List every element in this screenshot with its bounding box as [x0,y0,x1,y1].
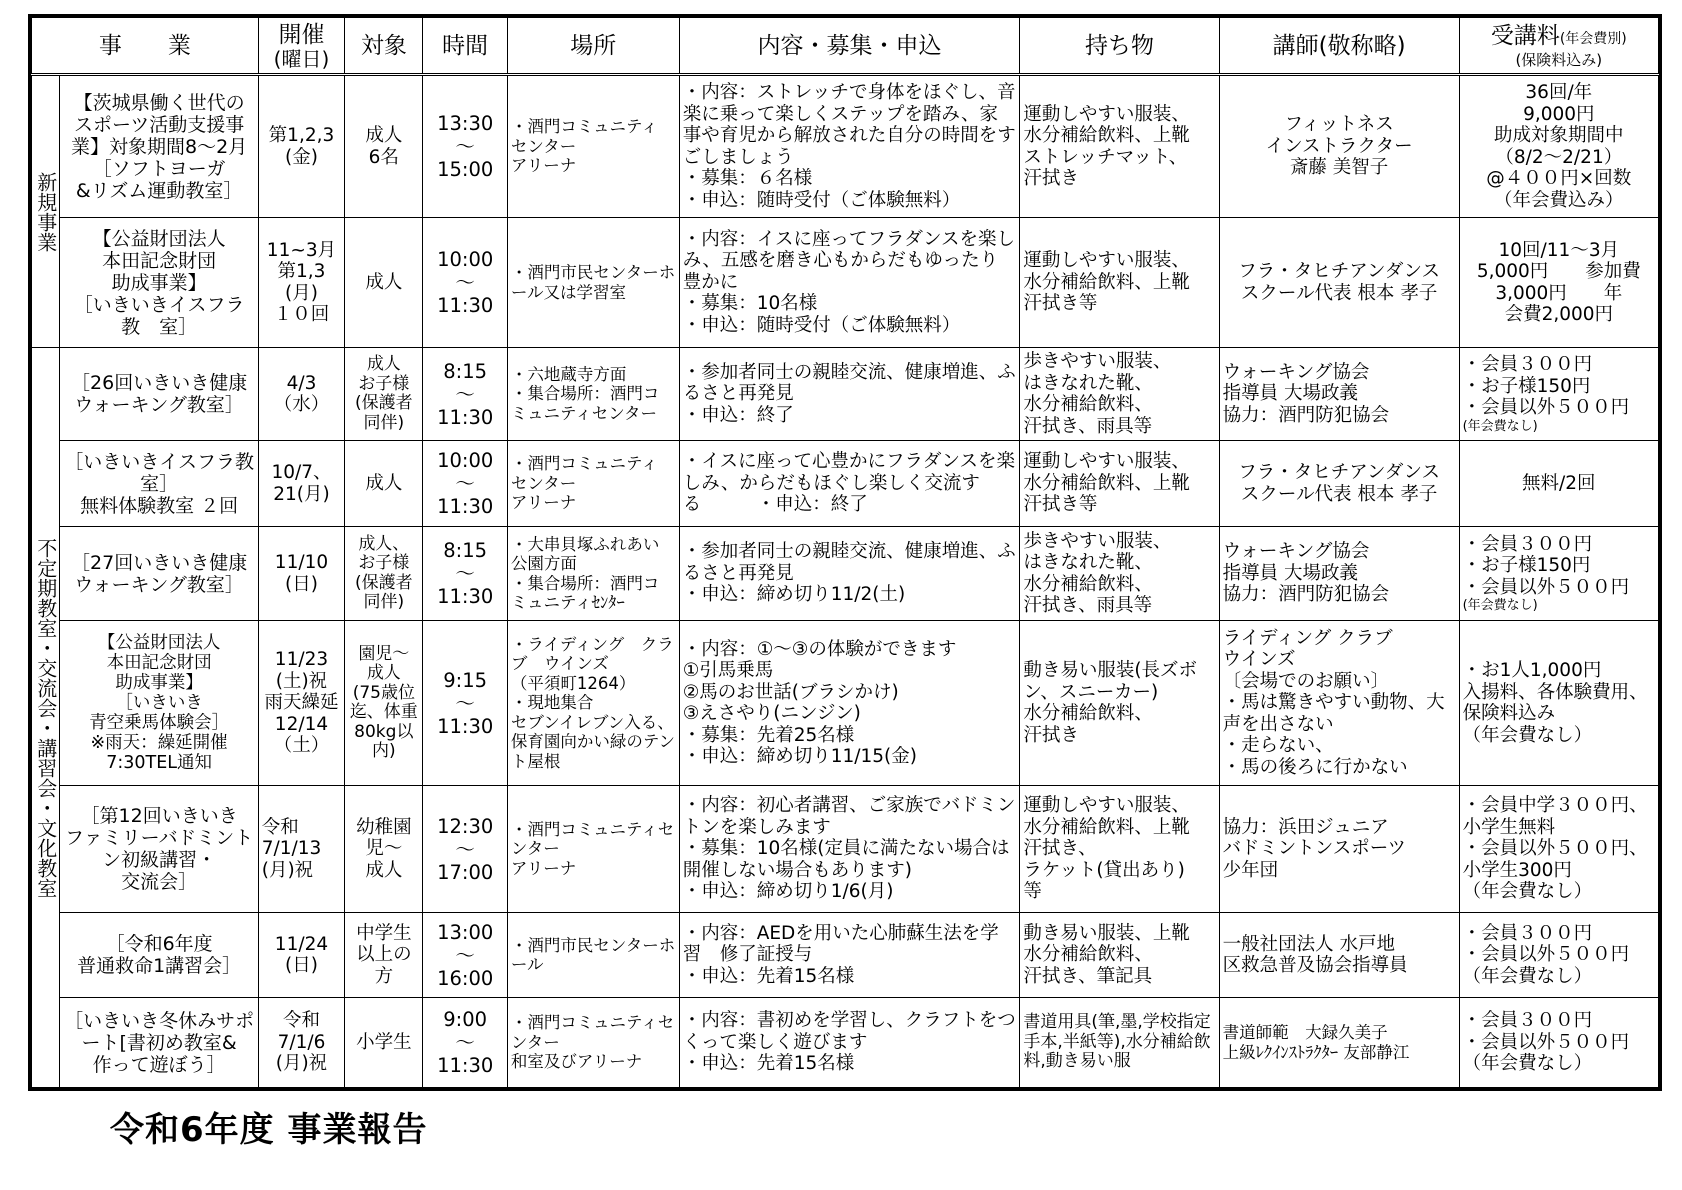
event-place: ・酒門市民センターホール [507,913,679,998]
event-fee: ・会員３００円 ・会員以外５００円 （年会費なし） [1459,913,1658,998]
event-time: 10:00 ～ 11:30 [423,441,507,527]
event-content: ・内容：書初めを学習し、クラフトをつくって楽しく遊びます ・申込：先着15名様 [679,998,1020,1088]
event-items: 運動しやすい服装、 水分補給飲料、上靴 汗拭き等 [1020,441,1219,527]
event-date: 令和 7/1/13 (月)祝 [258,786,344,913]
event-date: 第1,2,3 (金) [258,75,344,218]
event-content: ・内容：ストレッチで身体をほぐし、音楽に乗って楽しくステップを踏み、家事や育児から解放された自分の時間をすごしましょう ・募集：６名様 ・申込：随時受付（ご体験無料） [679,75,1020,218]
table-row [32,913,1659,998]
header-date [258,18,344,75]
event-date: 令和 7/1/6 (月)祝 [258,998,344,1088]
event-items: 運動しやすい服装、 水分補給飲料、上靴 ストレッチマット、 汗拭き [1020,75,1219,218]
table-row [32,786,1659,913]
event-content: ・内容：イスに座ってフラダンスを楽しみ、五感を磨き心もからだもゆったり豊かに ・募集：10名様 ・申込：随時受付（ご体験無料） [679,218,1020,348]
event-instructor: フラ・タヒチアンダンス スクール代表 根本 孝子 [1219,218,1459,348]
event-instructor: フィットネス インストラクター 斎藤 美智子 [1219,75,1459,218]
header-fee-note2: (保険料込み) [1515,50,1603,69]
event-fee: ・会員中学３００円、小学生無料 ・会員以外５００円、小学生300円 （年会費なし） [1459,786,1658,913]
event-target: 園児～ 成人 (75歳位迄、体重80kg以内) [345,621,423,786]
event-fee: ・会員３００円 ・会員以外５００円 （年会費なし） [1459,998,1658,1088]
event-date: 11/10 (日) [258,527,344,621]
event-name: 【公益財団法人 本田記念財団 助成事業】 ［いきいきイスフラ 教 室］ [60,218,258,348]
event-content: ・参加者同士の親睦交流、健康増進、ふるさと再発見 ・申込：締め切り11/2(土) [679,527,1020,621]
header-fee [1459,18,1658,75]
header-target: 対象 [345,18,423,75]
event-date: 11~3月 第1,3 (月) １０回 [258,218,344,348]
category-new [32,75,60,348]
table-row [32,348,1659,441]
event-instructor: フラ・タヒチアンダンス スクール代表 根本 孝子 [1219,441,1459,527]
event-fee-text: ・会員３００円 ・お子様150円 ・会員以外５００円 [1462,354,1630,419]
page-title: 令和6年度 事業報告 [110,1110,428,1150]
header-date-sub: (曜日) [273,46,330,71]
event-name: 【公益財団法人 本田記念財団 助成事業】 ［いきいき 青空乗馬体験会］ ※雨天：繰延開催 7:30TEL通知 [60,621,258,786]
event-items: 歩きやすい服装、 はきなれた靴、 水分補給飲料、 汗拭き、雨具等 [1020,348,1219,441]
table-row [32,527,1659,621]
event-place: ・酒門コミュニティ センター アリーナ [507,75,679,218]
event-name: ［27回いきいき健康 ウォーキング教室］ [60,527,258,621]
event-instructor: ライディング クラブ ウインズ 〔会場でのお願い〕 ・馬は驚きやすい動物、大声を出さない ・走らない、 ・馬の後ろに行かない [1219,621,1459,786]
event-fee-note: (年会費なし) [1462,418,1538,434]
event-items: 書道用具(筆,墨,学校指定手本,半紙等),水分補給飲料,動き易い服 [1020,998,1219,1088]
event-fee: 36回/年 9,000円 助成対象期間中 （8/2～2/21） @４００円×回数 （年会費込み） [1459,75,1658,218]
event-time: 10:00 ～ 11:30 [423,218,507,348]
table-row [32,75,1659,218]
event-fee-note: (年会費なし) [1462,598,1538,614]
event-place: ・ライディング クラブ ウインズ （平須町1264） ・現地集合 セブンイレブン入る、保育園向かい緑のテント屋根 [507,621,679,786]
event-target: 小学生 [345,998,423,1088]
header-fee-note1: (年会費別) [1559,30,1627,47]
header-row [32,18,1659,75]
event-target: 成人、 お子様 (保護者 同伴) [345,527,423,621]
event-items: 運動しやすい服装、 水分補給飲料、上靴 汗拭き等 [1020,218,1219,348]
event-content: ・内容：①～③の体験ができます ①引馬乗馬 ②馬のお世話(ブラシかけ) ③えさやり(ニンジン) ・募集：先着25名様 ・申込：締め切り11/15(金) [679,621,1020,786]
event-fee: ・お1人1,000円 入揚料、各体験費用、保険料込み （年会費なし） [1459,621,1658,786]
event-items: 動き易い服装(長ズボン、スニーカー) 水分補給飲料、 汗拭き [1020,621,1219,786]
event-content: ・参加者同士の親睦交流、健康増進、ふるさと再発見 ・申込：終了 [679,348,1020,441]
event-target: 成人 6名 [345,75,423,218]
event-target: 成人 お子様 (保護者 同伴) [345,348,423,441]
event-instructor: ウォーキング協会 指導員 大場政義 協力：酒門防犯協会 [1219,527,1459,621]
event-instructor: ウォーキング協会 指導員 大場政義 協力：酒門防犯協会 [1219,348,1459,441]
event-place: ・酒門市民センターホール又は学習室 [507,218,679,348]
event-instructor: 一般社団法人 水戸地 区救急普及協会指導員 [1219,913,1459,998]
header-fee-label: 受講料 [1490,22,1560,49]
table-row [32,218,1659,348]
event-instructor: 協力：浜田ジュニア バドミントンスポーツ 少年団 [1219,786,1459,913]
category-irregular-label: 不定期教室・交流会・講習会・文化教室 [33,537,58,898]
event-name: ［いきいき冬休みサポート[書初め教室& 作って遊ぼう］ [60,998,258,1088]
table-row [32,441,1659,527]
event-fee [1459,348,1658,441]
event-place: ・六地蔵寺方面 ・集合場所：酒門コミュニティセンター [507,348,679,441]
event-name: ［令和6年度 普通救命1講習会］ [60,913,258,998]
event-name: 【茨城県働く世代の スポーツ活動支援事業】対象期間8～2月 ［ソフトヨーガ &リズム運動教室］ [60,75,258,218]
event-fee-text: ・会員３００円 ・お子様150円 ・会員以外５００円 [1462,533,1630,598]
event-time: 9:00 ～ 11:30 [423,998,507,1088]
event-target: 幼稚園児～ 成人 [345,786,423,913]
event-target: 成人 [345,441,423,527]
category-new-label: 新規事業 [33,171,58,252]
event-name: ［26回いきいき健康 ウォーキング教室］ [60,348,258,441]
event-instructor: 書道師範 大録久美子 上級ﾚｸｲﾝｽﾄﾗｸﾀｰ 友部静江 [1219,998,1459,1088]
event-place: ・酒門コミュニティセンター 和室及びアリーナ [507,998,679,1088]
event-content: ・イスに座って心豊かにフラダンスを楽しみ、からだもほぐし楽しく交流する ・申込：終了 [679,441,1020,527]
event-target: 中学生 以上の 方 [345,913,423,998]
header-instructor: 講師(敬称略) [1219,18,1459,75]
event-items: 動き易い服装、上靴 水分補給飲料、 汗拭き、筆記具 [1020,913,1219,998]
event-fee: 10回/11～3月 5,000円 参加費3,000円 年 会費2,000円 [1459,218,1658,348]
event-date: 10/7、 21(月) [258,441,344,527]
header-time: 時間 [423,18,507,75]
event-content: ・内容：AEDを用いた心肺蘇生法を学習 修了証授与 ・申込：先着15名様 [679,913,1020,998]
header-date-label: 開催 [278,21,325,48]
event-name: ［いきいきイスフラ教室］ 無料体験教室 ２回 [60,441,258,527]
event-fee: 無料/2回 [1459,441,1658,527]
header-items: 持ち物 [1020,18,1219,75]
event-target: 成人 [345,218,423,348]
header-place: 場所 [507,18,679,75]
event-content: ・内容：初心者講習、ご家族でバドミントンを楽しみます ・募集：10名様(定員に満たない場合は開催しない場合もあります) ・申込：締め切り1/6(月) [679,786,1020,913]
event-date: 11/24 (日) [258,913,344,998]
header-content: 内容・募集・申込 [679,18,1020,75]
event-date: 4/3 （水） [258,348,344,441]
event-time: 13:00 ～ 16:00 [423,913,507,998]
event-time: 8:15 ～ 11:30 [423,527,507,621]
event-time: 9:15 ～ 11:30 [423,621,507,786]
event-place: ・大串貝塚ふれあい公園方面 ・集合場所：酒門コミュニティｾﾝﾀｰ [507,527,679,621]
event-fee [1459,527,1658,621]
event-place: ・酒門コミュニティセンター アリーナ [507,786,679,913]
event-time: 13:30 ～ 15:00 [423,75,507,218]
event-time: 12:30 ～ 17:00 [423,786,507,913]
table-row [32,621,1659,786]
event-place: ・酒門コミュニティ センター アリーナ [507,441,679,527]
event-report-table [28,14,1662,1091]
event-name: ［第12回いきいき ファミリーバドミントン初級講習・ 交流会］ [60,786,258,913]
category-irregular [32,348,60,1088]
header-event: 事 業 [32,18,259,75]
event-date: 11/23 (土)祝 雨天繰延 12/14 （土） [258,621,344,786]
event-items: 歩きやすい服装、 はきなれた靴、 水分補給飲料、 汗拭き、雨具等 [1020,527,1219,621]
event-items: 運動しやすい服装、 水分補給飲料、上靴 汗拭き、 ラケット(貸出あり) 等 [1020,786,1219,913]
table-row [32,998,1659,1088]
event-time: 8:15 ～ 11:30 [423,348,507,441]
